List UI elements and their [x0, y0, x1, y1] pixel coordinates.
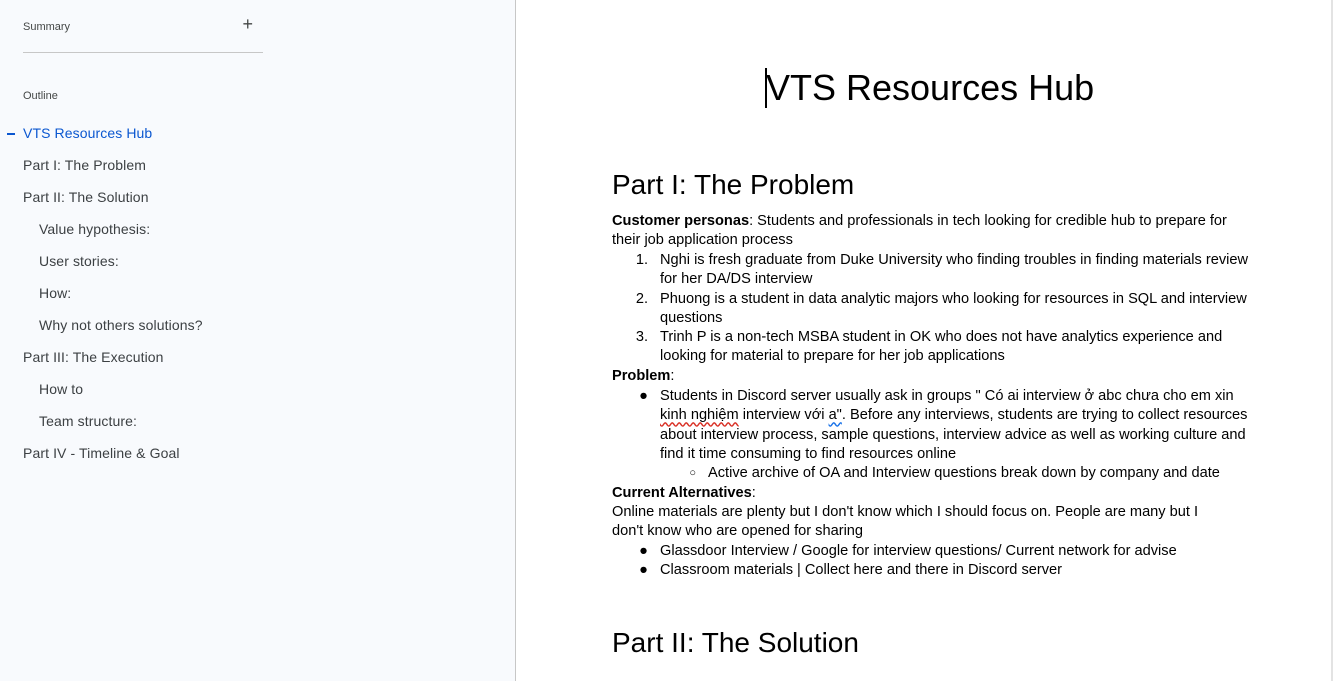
bullet-marker: ● — [639, 562, 648, 578]
grammar-suggestion[interactable]: a" — [828, 407, 842, 424]
outline-item-user-stories[interactable]: User stories: — [39, 253, 119, 269]
spelling-error[interactable]: kinh nghiệm — [660, 407, 739, 424]
problem-paragraph — [612, 367, 1242, 386]
summary-label: Summary — [23, 21, 71, 33]
outline-label: Outline — [23, 90, 58, 102]
document-body[interactable] — [516, 0, 1332, 681]
outline-item-how[interactable]: How: — [39, 285, 72, 301]
problem-text-4: interview với — [738, 407, 829, 424]
list-number-3: 3. — [635, 329, 648, 345]
problem-text-2: Có ai interview ở abc chưa cho em xin — [980, 388, 1234, 404]
persona-item-3: Trinh P is a non-tech MSBA student in OK who does not have analytics experience and looking for material to prepare for her job applications — [660, 329, 1223, 365]
outline-item-part-3[interactable]: Part III: The Execution — [23, 349, 164, 365]
sub-bullet-item: Active archive of OA and Interview questions break down by company and date — [708, 465, 1220, 481]
bullet-marker: ● — [639, 388, 648, 404]
summary-section — [23, 14, 263, 53]
alternative-item-1: Glassdoor Interview / Google for interview questions/ Current network for advise — [660, 543, 1177, 559]
outline-item-why-not-others[interactable]: Why not others solutions? — [39, 317, 203, 333]
problem-text-6: . Before any interviews, students are trying to collect resources about interview process, sample questions, interview advice as well as working culture and find it time consuming to find resources online — [660, 407, 1248, 463]
problem-text-1: Students in Discord server usually ask in groups " — [660, 388, 981, 404]
active-heading-indicator — [7, 133, 15, 135]
alternatives-text: Online materials are plenty but I don't know which I should focus on. People are many but I don't know who are opened for sharing — [612, 504, 1199, 540]
customer-personas-paragraph — [612, 212, 1242, 251]
outline-item-vts-resources-hub[interactable]: VTS Resources Hub — [23, 125, 153, 141]
current-alternatives-paragraph — [612, 484, 1242, 503]
outline-item-part-2[interactable]: Part II: The Solution — [23, 189, 149, 205]
bullet-marker: ● — [639, 543, 648, 559]
current-alternatives-label: Current Alternatives — [612, 485, 752, 501]
persona-item-2: Phuong is a student in data analytic majors who looking for resources in SQL and interview questions — [660, 291, 1247, 327]
document-page[interactable] — [516, 0, 1332, 681]
persona-item-1: Nghi is fresh graduate from Duke University who finding troubles in finding materials review for her DA/DS interview — [660, 252, 1249, 288]
outline-item-team-structure[interactable]: Team structure: — [39, 413, 137, 429]
outline-item-how-to[interactable]: How to — [39, 381, 84, 397]
outline-sidebar — [0, 0, 515, 681]
problem-colon: : — [670, 368, 675, 384]
alternative-item-2: Classroom materials | Collect here and there in Discord server — [660, 562, 1063, 578]
alternatives-colon: : — [751, 485, 756, 501]
outline-item-value-hypothesis[interactable]: Value hypothesis: — [39, 221, 151, 237]
problem-label: Problem — [612, 368, 671, 384]
customer-personas-label: Customer personas — [612, 213, 750, 229]
list-number-1: 1. — [635, 252, 648, 268]
list-number-2: 2. — [635, 291, 648, 307]
sub-bullet-marker: ○ — [689, 467, 696, 479]
problem-bullet — [660, 387, 1250, 465]
document-title: VTS Resources Hub — [766, 67, 1095, 108]
customer-personas-text: : Students and professionals in tech looking for credible hub to prepare for their job application process — [612, 213, 1227, 249]
outline-item-part-4[interactable]: Part IV - Timeline & Goal — [23, 445, 180, 461]
heading-part-1: Part I: The Problem — [612, 169, 855, 200]
heading-part-2: Part II: The Solution — [612, 627, 859, 658]
outline-item-part-1[interactable]: Part I: The Problem — [23, 157, 147, 173]
add-summary-icon[interactable]: + — [242, 14, 253, 34]
